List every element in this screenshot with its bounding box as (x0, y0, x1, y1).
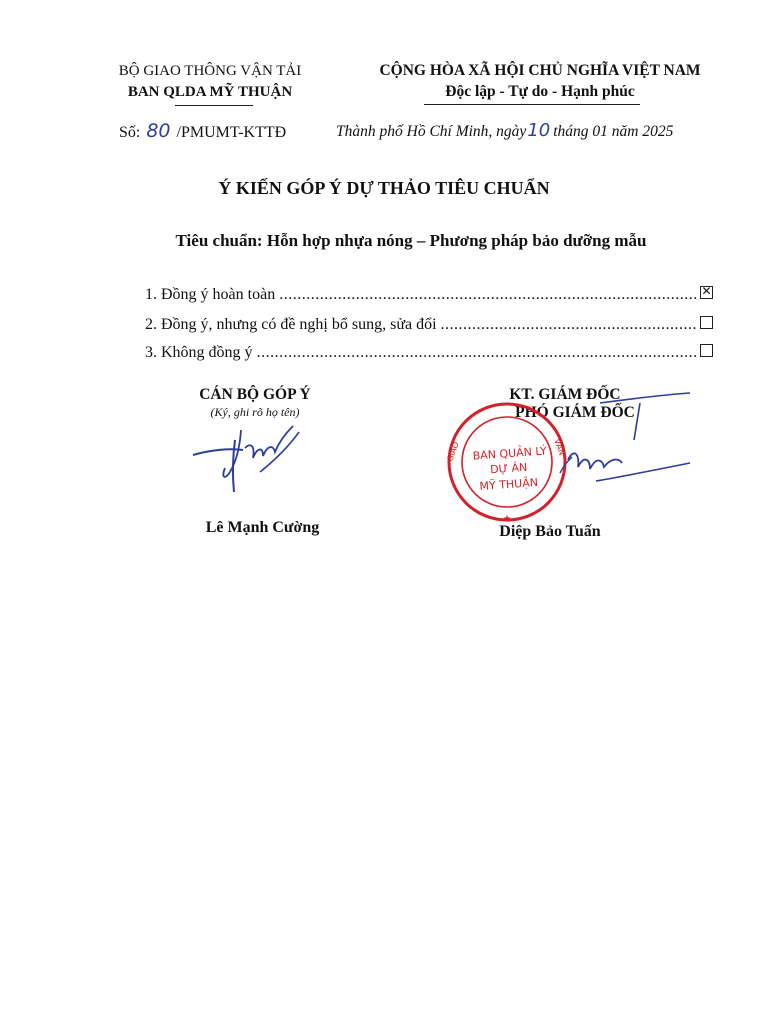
stamp-ring-left: GIAO (445, 440, 461, 463)
motto-underline (424, 104, 640, 105)
option-label: 3. Không đồng ý (145, 344, 253, 361)
reviewer-title: CÁN BỘ GÓP Ý (199, 386, 311, 403)
stamp-star-icon: ★ (502, 514, 512, 525)
national-motto: Độc lập - Tự do - Hạnh phúc (445, 83, 635, 100)
date-day-handwritten: 10 (527, 120, 551, 141)
number-handwritten: 80 (146, 120, 171, 142)
dot-leader (441, 316, 696, 334)
unit-underline (175, 105, 253, 106)
check-mark-icon: ✕ (701, 284, 712, 298)
approver-name: Diệp Bảo Tuấn (499, 523, 601, 540)
document-number (119, 120, 286, 142)
option-label: 2. Đồng ý, nhưng có đề nghị bổ sung, sửa đổi (145, 316, 437, 333)
stamp-line-3: MỸ THUẬN (479, 475, 539, 494)
option-disagree (145, 344, 713, 362)
number-suffix: /PMUMT-KTTĐ (176, 124, 287, 141)
approver-signature (540, 385, 700, 495)
option-agree-fully (145, 286, 713, 304)
date-suffix: tháng 01 năm 2025 (553, 123, 674, 140)
option-checkbox (700, 316, 713, 329)
standard-name: Tiêu chuẩn: Hỗn hợp nhựa nóng – Phương pháp bảo dưỡng mẫu (175, 231, 647, 250)
date-prefix: Thành phố Hồ Chí Minh, ngày (336, 123, 527, 140)
unit-name: BAN QLDA MỸ THUẬN (127, 84, 293, 100)
reviewer-signature (185, 420, 315, 500)
document-date (336, 120, 673, 141)
dot-leader (257, 344, 696, 362)
approver-title: KT. GIÁM ĐỐC (509, 386, 621, 403)
option-checkbox (700, 344, 713, 357)
document-title: Ý KIẾN GÓP Ý DỰ THẢO TIÊU CHUẨN (218, 178, 550, 198)
option-agree-with-comments (145, 316, 713, 334)
stamp-ring-right: VẬN (552, 437, 567, 457)
option-label: 1. Đồng ý hoàn toàn (145, 286, 276, 303)
stamp-line-1: BAN QUẢN LÝ (472, 444, 548, 463)
number-prefix: Số: (119, 124, 141, 141)
stamp-line-2: DỰ ÁN (489, 460, 528, 477)
dot-leader (279, 286, 696, 304)
signature-instruction: (Ký, ghi rõ họ tên) (210, 405, 300, 419)
option-checkbox-checked (700, 286, 713, 299)
approver-subtitle: PHÓ GIÁM ĐỐC (515, 404, 635, 421)
reviewer-name: Lê Mạnh Cường (205, 519, 320, 536)
country-name: CỘNG HÒA XÃ HỘI CHỦ NGHĨA VIỆT NAM (379, 62, 701, 79)
ministry-name: BỘ GIAO THÔNG VẬN TẢI (118, 63, 302, 79)
